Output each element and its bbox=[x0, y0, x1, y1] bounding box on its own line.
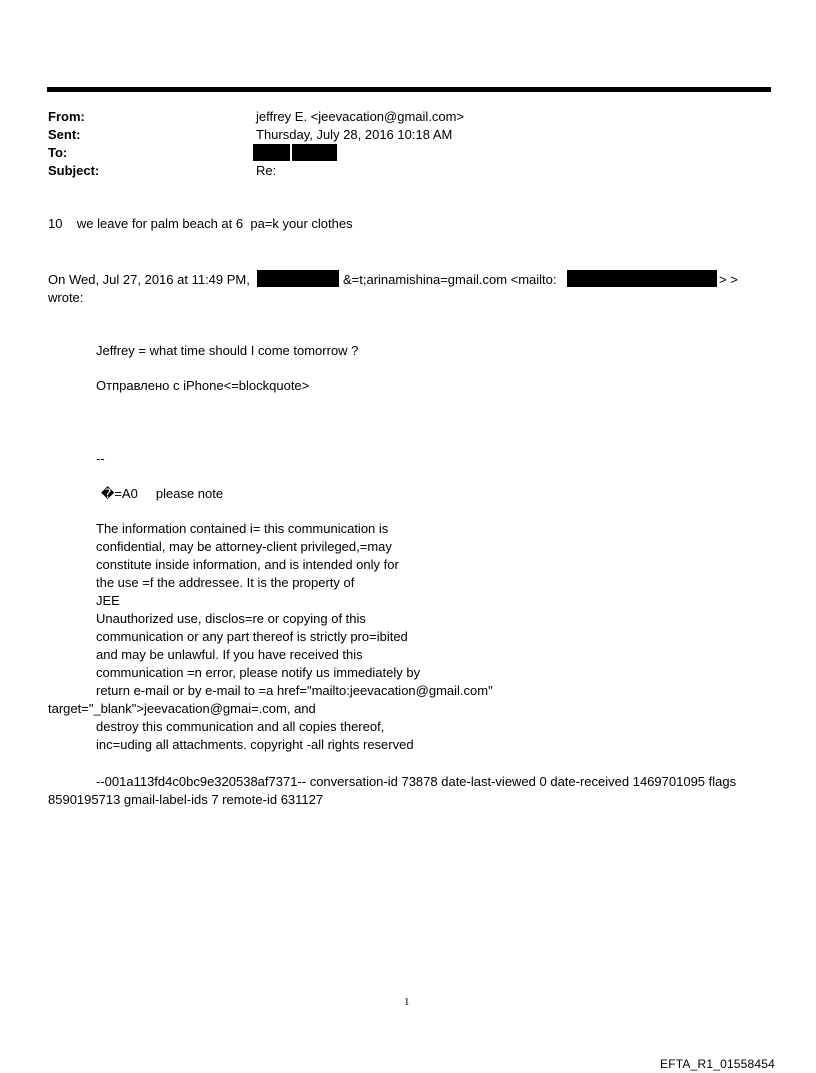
quote-intro-close: > > bbox=[719, 272, 738, 287]
meta-line-1: --001a113fd4c0bc9e320538af7371-- conversation-id 73878 date-last-viewed 0 date-received 1469701095 flags bbox=[96, 774, 737, 789]
meta-line-2: 8590195713 gmail-label-ids 7 remote-id 631127 bbox=[48, 792, 324, 807]
signature-dashes: -- bbox=[96, 451, 105, 466]
quote-intro-wrote: wrote: bbox=[48, 290, 84, 305]
redaction-mailto bbox=[567, 270, 717, 287]
redaction-sender-name bbox=[257, 270, 339, 287]
from-value: jeffrey E. <jeevacation@gmail.com> bbox=[256, 109, 465, 124]
redaction-to-1 bbox=[253, 144, 290, 161]
disclaimer-line: Unauthorized use, disclos=re or copying of this bbox=[96, 611, 366, 626]
subject-label: Subject: bbox=[48, 163, 100, 178]
disclaimer-line: destroy this communication and all copies thereof, bbox=[96, 719, 385, 734]
bates-stamp: EFTA_R1_01558454 bbox=[660, 1057, 776, 1071]
to-label: To: bbox=[48, 145, 68, 160]
quoted-question: Jeffrey = what time should I come tomorrow ? bbox=[96, 343, 359, 358]
sent-value: Thursday, July 28, 2016 10:18 AM bbox=[256, 127, 453, 142]
disclaimer-line: return e-mail or by e-mail to =a href="mailto:jeevacation@gmail.com" bbox=[96, 683, 493, 698]
disclaimer-line: confidential, may be attorney-client privileged,=may bbox=[96, 539, 392, 554]
disclaimer-line: and may be unlawful. If you have received this bbox=[96, 647, 363, 662]
sent-from-line: Отправлено с iPhone<=blockquote> bbox=[96, 378, 310, 393]
disclaimer-line: the use =f the addressee. It is the property of bbox=[96, 575, 355, 590]
from-label: From: bbox=[48, 109, 85, 124]
disclaimer-line: JEE bbox=[96, 593, 120, 608]
sent-label: Sent: bbox=[48, 127, 81, 142]
redaction-to-2 bbox=[292, 144, 337, 161]
please-note-line: �=A0 please note bbox=[101, 486, 224, 501]
disclaimer-line: communication or any part thereof is strictly pro=ibited bbox=[96, 629, 408, 644]
disclaimer-line: communication =n error, please notify us immediately by bbox=[96, 665, 421, 680]
page-number: 1 bbox=[404, 996, 410, 1008]
subject-value: Re: bbox=[256, 163, 277, 178]
disclaimer-line: The information contained i= this communication is bbox=[96, 521, 389, 536]
disclaimer-target-line: target="_blank">jeevacation@gmai=.com, and bbox=[48, 701, 316, 716]
quote-intro-date: On Wed, Jul 27, 2016 at 11:49 PM, bbox=[48, 272, 250, 287]
reply-line: 10 we leave for palm beach at 6 pa=k your clothes bbox=[48, 216, 353, 231]
quote-intro-address: &=t;arinamishina=gmail.com <mailto: bbox=[343, 272, 557, 287]
disclaimer-line: inc=uding all attachments. copyright -all rights reserved bbox=[96, 737, 414, 752]
disclaimer-line: constitute inside information, and is intended only for bbox=[96, 557, 399, 572]
header-rule bbox=[47, 87, 771, 92]
